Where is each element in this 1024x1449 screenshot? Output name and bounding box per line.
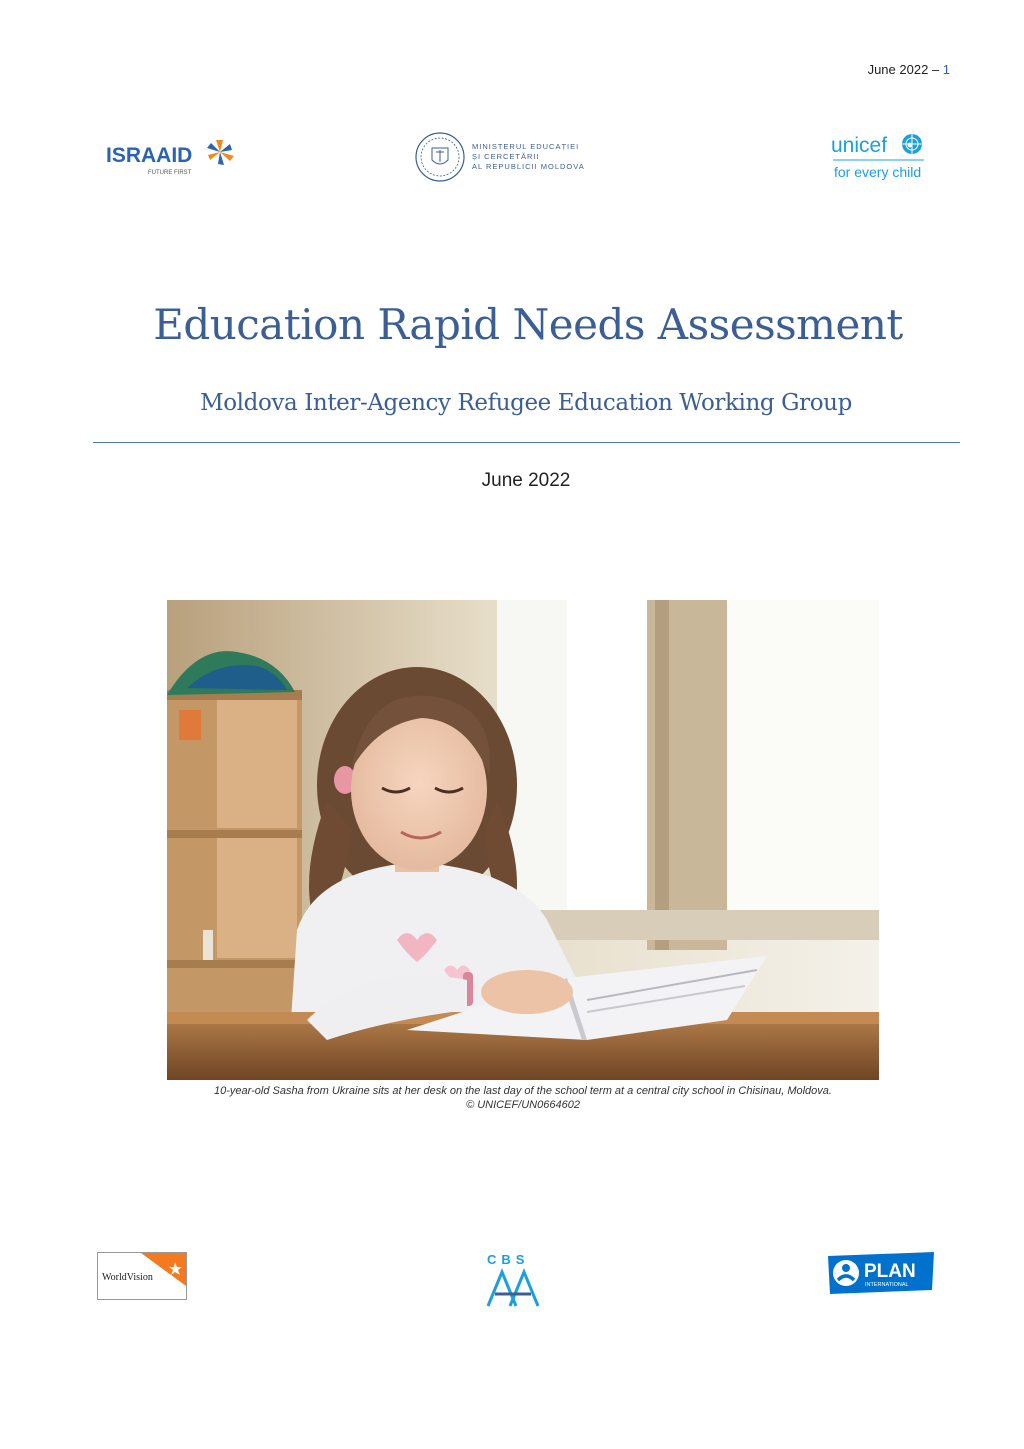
photo-caption xyxy=(0,1084,1024,1112)
photo-caption-line-1: 10-year-old Sasha from Ukraine sits at her desk on the last day of the school term at a central city school in Chisinau, Moldova. xyxy=(214,1085,832,1097)
ministry-logo xyxy=(414,128,604,186)
unicef-tagline: for every child xyxy=(834,164,922,180)
ministry-line-1: MINISTERUL EDUCAȚIEI xyxy=(472,142,580,151)
page-number: 1 xyxy=(942,62,950,77)
plan-tagline: INTERNATIONAL xyxy=(865,1282,909,1288)
document-title: Education Rapid Needs Assessment xyxy=(153,300,903,349)
ministry-line-3: AL REPUBLICII MOLDOVA xyxy=(472,162,585,171)
unicef-logo xyxy=(830,130,930,186)
cbs-logo xyxy=(484,1250,542,1308)
worldvision-logo xyxy=(97,1252,187,1300)
photo-caption-line-2: © UNICEF/UN0664602 xyxy=(466,1099,580,1111)
israaid-tagline: FUTURE FIRST xyxy=(148,170,192,176)
running-header xyxy=(868,62,950,77)
plan-logo-text: PLAN xyxy=(864,1261,916,1282)
unicef-globe-icon xyxy=(902,134,922,154)
plan-figure-icon xyxy=(833,1260,859,1286)
ministry-seal-icon xyxy=(416,133,464,181)
cover-photo xyxy=(167,600,879,1080)
worldvision-logo-text: WorldVision xyxy=(102,1272,153,1283)
document-subtitle: Moldova Inter-Agency Refugee Education Working Group xyxy=(200,390,852,416)
cover-photo-illustration xyxy=(167,600,879,1080)
unicef-logo-text: unicef xyxy=(831,134,888,157)
cbs-triangles-icon xyxy=(488,1272,538,1306)
israaid-logo-text: ISRAAID xyxy=(106,144,193,167)
israaid-logo xyxy=(106,136,240,178)
title-divider xyxy=(93,442,960,443)
plan-logo xyxy=(826,1252,936,1294)
running-header-date: June 2022 – xyxy=(867,62,943,77)
israaid-burst-icon xyxy=(207,140,234,165)
document-date: June 2022 xyxy=(481,470,571,491)
cbs-logo-text: CBS xyxy=(487,1252,530,1267)
ministry-line-2: ȘI CERCETĂRII xyxy=(472,152,540,161)
